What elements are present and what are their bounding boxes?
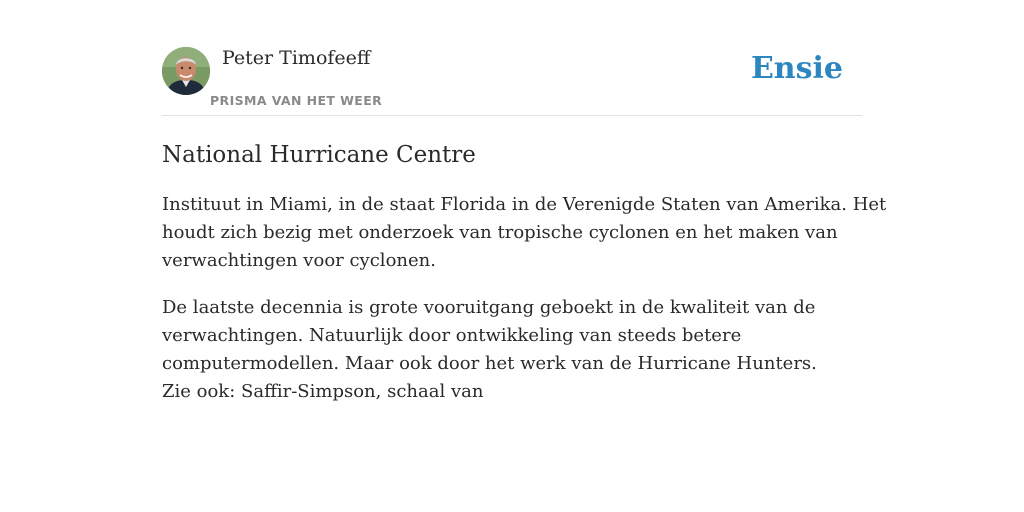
paragraph-line: computermodellen. Maar ook door het werk van de Hurricane Hunters. bbox=[162, 353, 817, 374]
paragraph-line: houdt zich bezig met onderzoek van tropische cyclonen en het maken van bbox=[162, 222, 838, 243]
paragraph-line: verwachtingen voor cyclonen. bbox=[162, 250, 436, 271]
article-paragraph-1 bbox=[162, 191, 887, 275]
paragraph-line: De laatste decennia is grote vooruitgang geboekt in de kwaliteit van de bbox=[162, 297, 816, 318]
author-name[interactable]: Peter Timofeeff bbox=[222, 47, 371, 69]
author-subtitle[interactable]: PRISMA VAN HET WEER bbox=[210, 93, 383, 108]
article-paragraph-2 bbox=[162, 294, 862, 406]
author-avatar[interactable] bbox=[162, 47, 210, 95]
avatar-photo-icon bbox=[162, 47, 210, 95]
author-header bbox=[162, 44, 862, 116]
paragraph-line: Instituut in Miami, in de staat Florida in de Verenigde Staten van Amerika. Het bbox=[162, 194, 887, 215]
see-also-line: Zie ook: Saffir-Simpson, schaal van bbox=[162, 381, 484, 402]
paragraph-line: verwachtingen. Natuurlijk door ontwikkeling van steeds betere bbox=[162, 325, 742, 346]
article-title: National Hurricane Centre bbox=[162, 142, 476, 168]
brand-logo[interactable]: Ensie bbox=[750, 51, 843, 86]
article-card bbox=[162, 44, 887, 406]
